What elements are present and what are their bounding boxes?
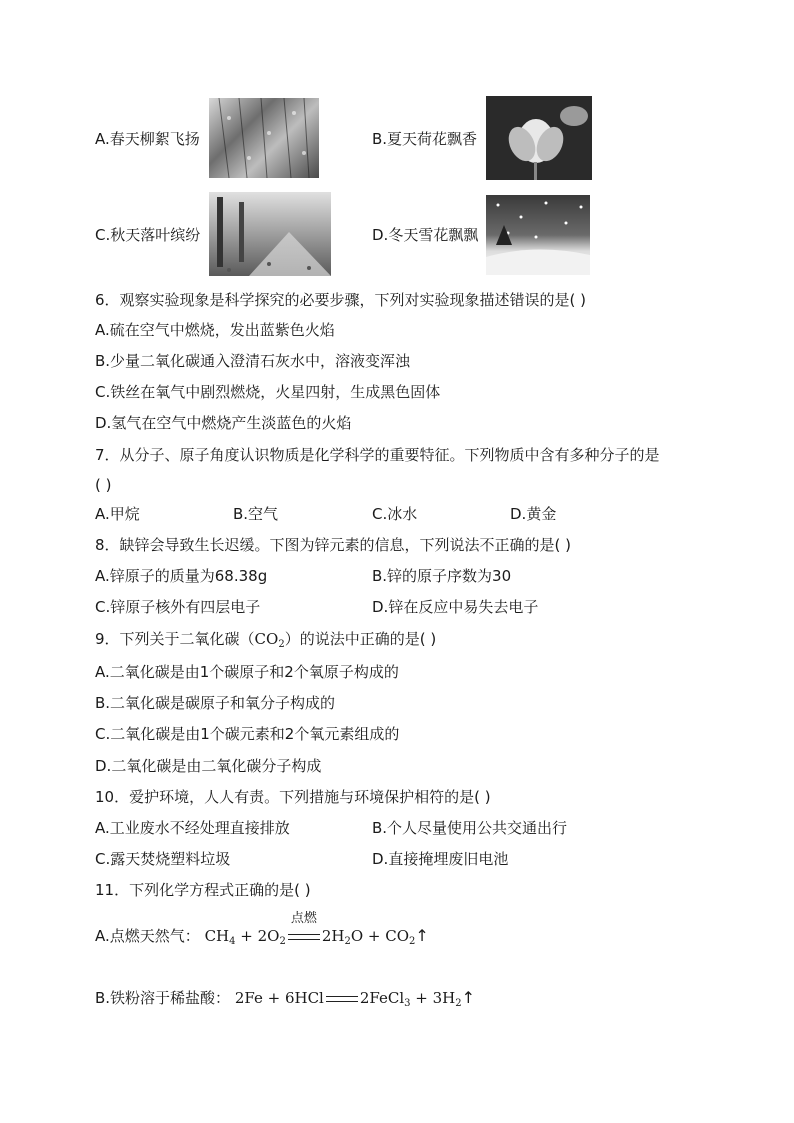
equals-sign [288,934,320,940]
q7-stem: 7．从分子、原子角度认识物质是化学科学的重要特征。下列物质中含有多种分子的是 [95,446,660,464]
q5-option-b[interactable]: B.夏天荷花飘香 [372,130,478,148]
equals-sign [326,996,358,1002]
q10-option-b[interactable]: B.个人尽量使用公共交通出行 [372,819,568,837]
co2-formula-main: CO [254,630,279,648]
q10-option-a[interactable]: A.工业废水不经处理直接排放 [95,819,290,837]
willow-catkin-image [209,98,319,178]
fallen-leaves-scene [209,192,331,276]
q7-option-a[interactable]: A.甲烷 [95,505,140,523]
fallen-leaves-image [209,192,331,276]
q8-option-c[interactable]: C.锌原子核外有四层电子 [95,598,261,616]
q9-option-d[interactable]: D.二氧化碳是由二氧化碳分子构成 [95,757,322,775]
lotus-image [486,96,592,180]
gas-arrow-icon: ↑ [415,926,429,945]
methane-combustion-equation: $CH_4 + 2O_2$ 点燃 $2H_2O + CO_2$ [204,911,416,947]
co2-formula-subscript: 2 [278,639,285,650]
q11-option-a[interactable] [95,911,429,947]
q9-stem [95,629,436,649]
co2-formula [255,630,285,648]
iron-hcl-equation: 2Fe + 6HCl 2FeCl$_3$ + $3H_2$ [234,989,462,1009]
q8-option-b[interactable]: B.锌的原子序数为30 [372,567,512,585]
q7-option-b[interactable]: B.空气 [233,505,279,523]
q7-option-c[interactable]: C.冰水 [372,505,418,523]
q6-option-b[interactable]: B.少量二氧化碳通入澄清石灰水中，溶液变浑浊 [95,352,411,370]
q8-stem: 8．缺锌会导致生长迟缓。下图为锌元素的信息，下列说法不正确的是( ) [95,536,572,554]
q10-option-d[interactable]: D.直接掩埋废旧电池 [372,850,509,868]
q6-option-a[interactable]: A.硫在空气中燃烧，发出蓝紫色火焰 [95,321,335,339]
q6-option-c[interactable]: C.铁丝在氧气中剧烈燃烧，火星四射，生成黑色固体 [95,383,441,401]
q8-option-a[interactable]: A.锌原子的质量为68.38g [95,567,268,585]
q7-option-d[interactable]: D.黄金 [510,505,557,523]
q9-stem-suffix: ）的说法中正确的是( ) [284,630,437,648]
q11-option-b[interactable] [95,988,475,1008]
q5-option-d[interactable]: D.冬天雪花飘飘 [372,226,479,244]
q11-option-a-label: A.点燃天然气： [95,927,200,945]
willow-catkin-texture [209,98,319,178]
gas-arrow-icon: ↑ [461,988,476,1007]
q11-option-b-label: B.铁粉溶于稀盐酸： [95,989,231,1007]
q9-option-a[interactable]: A.二氧化碳是由1个碳原子和2个氧原子构成的 [95,663,399,681]
snowfall-scene [486,195,590,275]
q10-stem: 10．爱护环境，人人有责。下列措施与环境保护相符的是( ) [95,788,491,806]
q6-stem: 6．观察实验现象是科学探究的必要步骤，下列对实验现象描述错误的是( ) [95,291,587,309]
lotus-flower [486,96,592,180]
q8-option-d[interactable]: D.锌在反应中易失去电子 [372,598,539,616]
q9-option-b[interactable]: B.二氧化碳是碳原子和氧分子构成的 [95,694,336,712]
q9-option-c[interactable]: C.二氧化碳是由1个碳元素和2个氧元素组成的 [95,725,400,743]
snowfall-image [486,195,590,275]
q11-stem: 11．下列化学方程式正确的是( ) [95,881,311,899]
q6-option-d[interactable]: D.氢气在空气中燃烧产生淡蓝色的火焰 [95,414,352,432]
q7-stem-bracket: ( ) [95,476,112,494]
q5-option-a[interactable]: A.春天柳絮飞扬 [95,130,200,148]
reaction-condition-label: 点燃 [290,911,317,926]
q9-stem-prefix: 9．下列关于二氧化碳（ [95,630,255,648]
reaction-condition [286,911,322,946]
q10-option-c[interactable]: C.露天焚烧塑料垃圾 [95,850,231,868]
q5-option-c[interactable]: C.秋天落叶缤纷 [95,226,201,244]
